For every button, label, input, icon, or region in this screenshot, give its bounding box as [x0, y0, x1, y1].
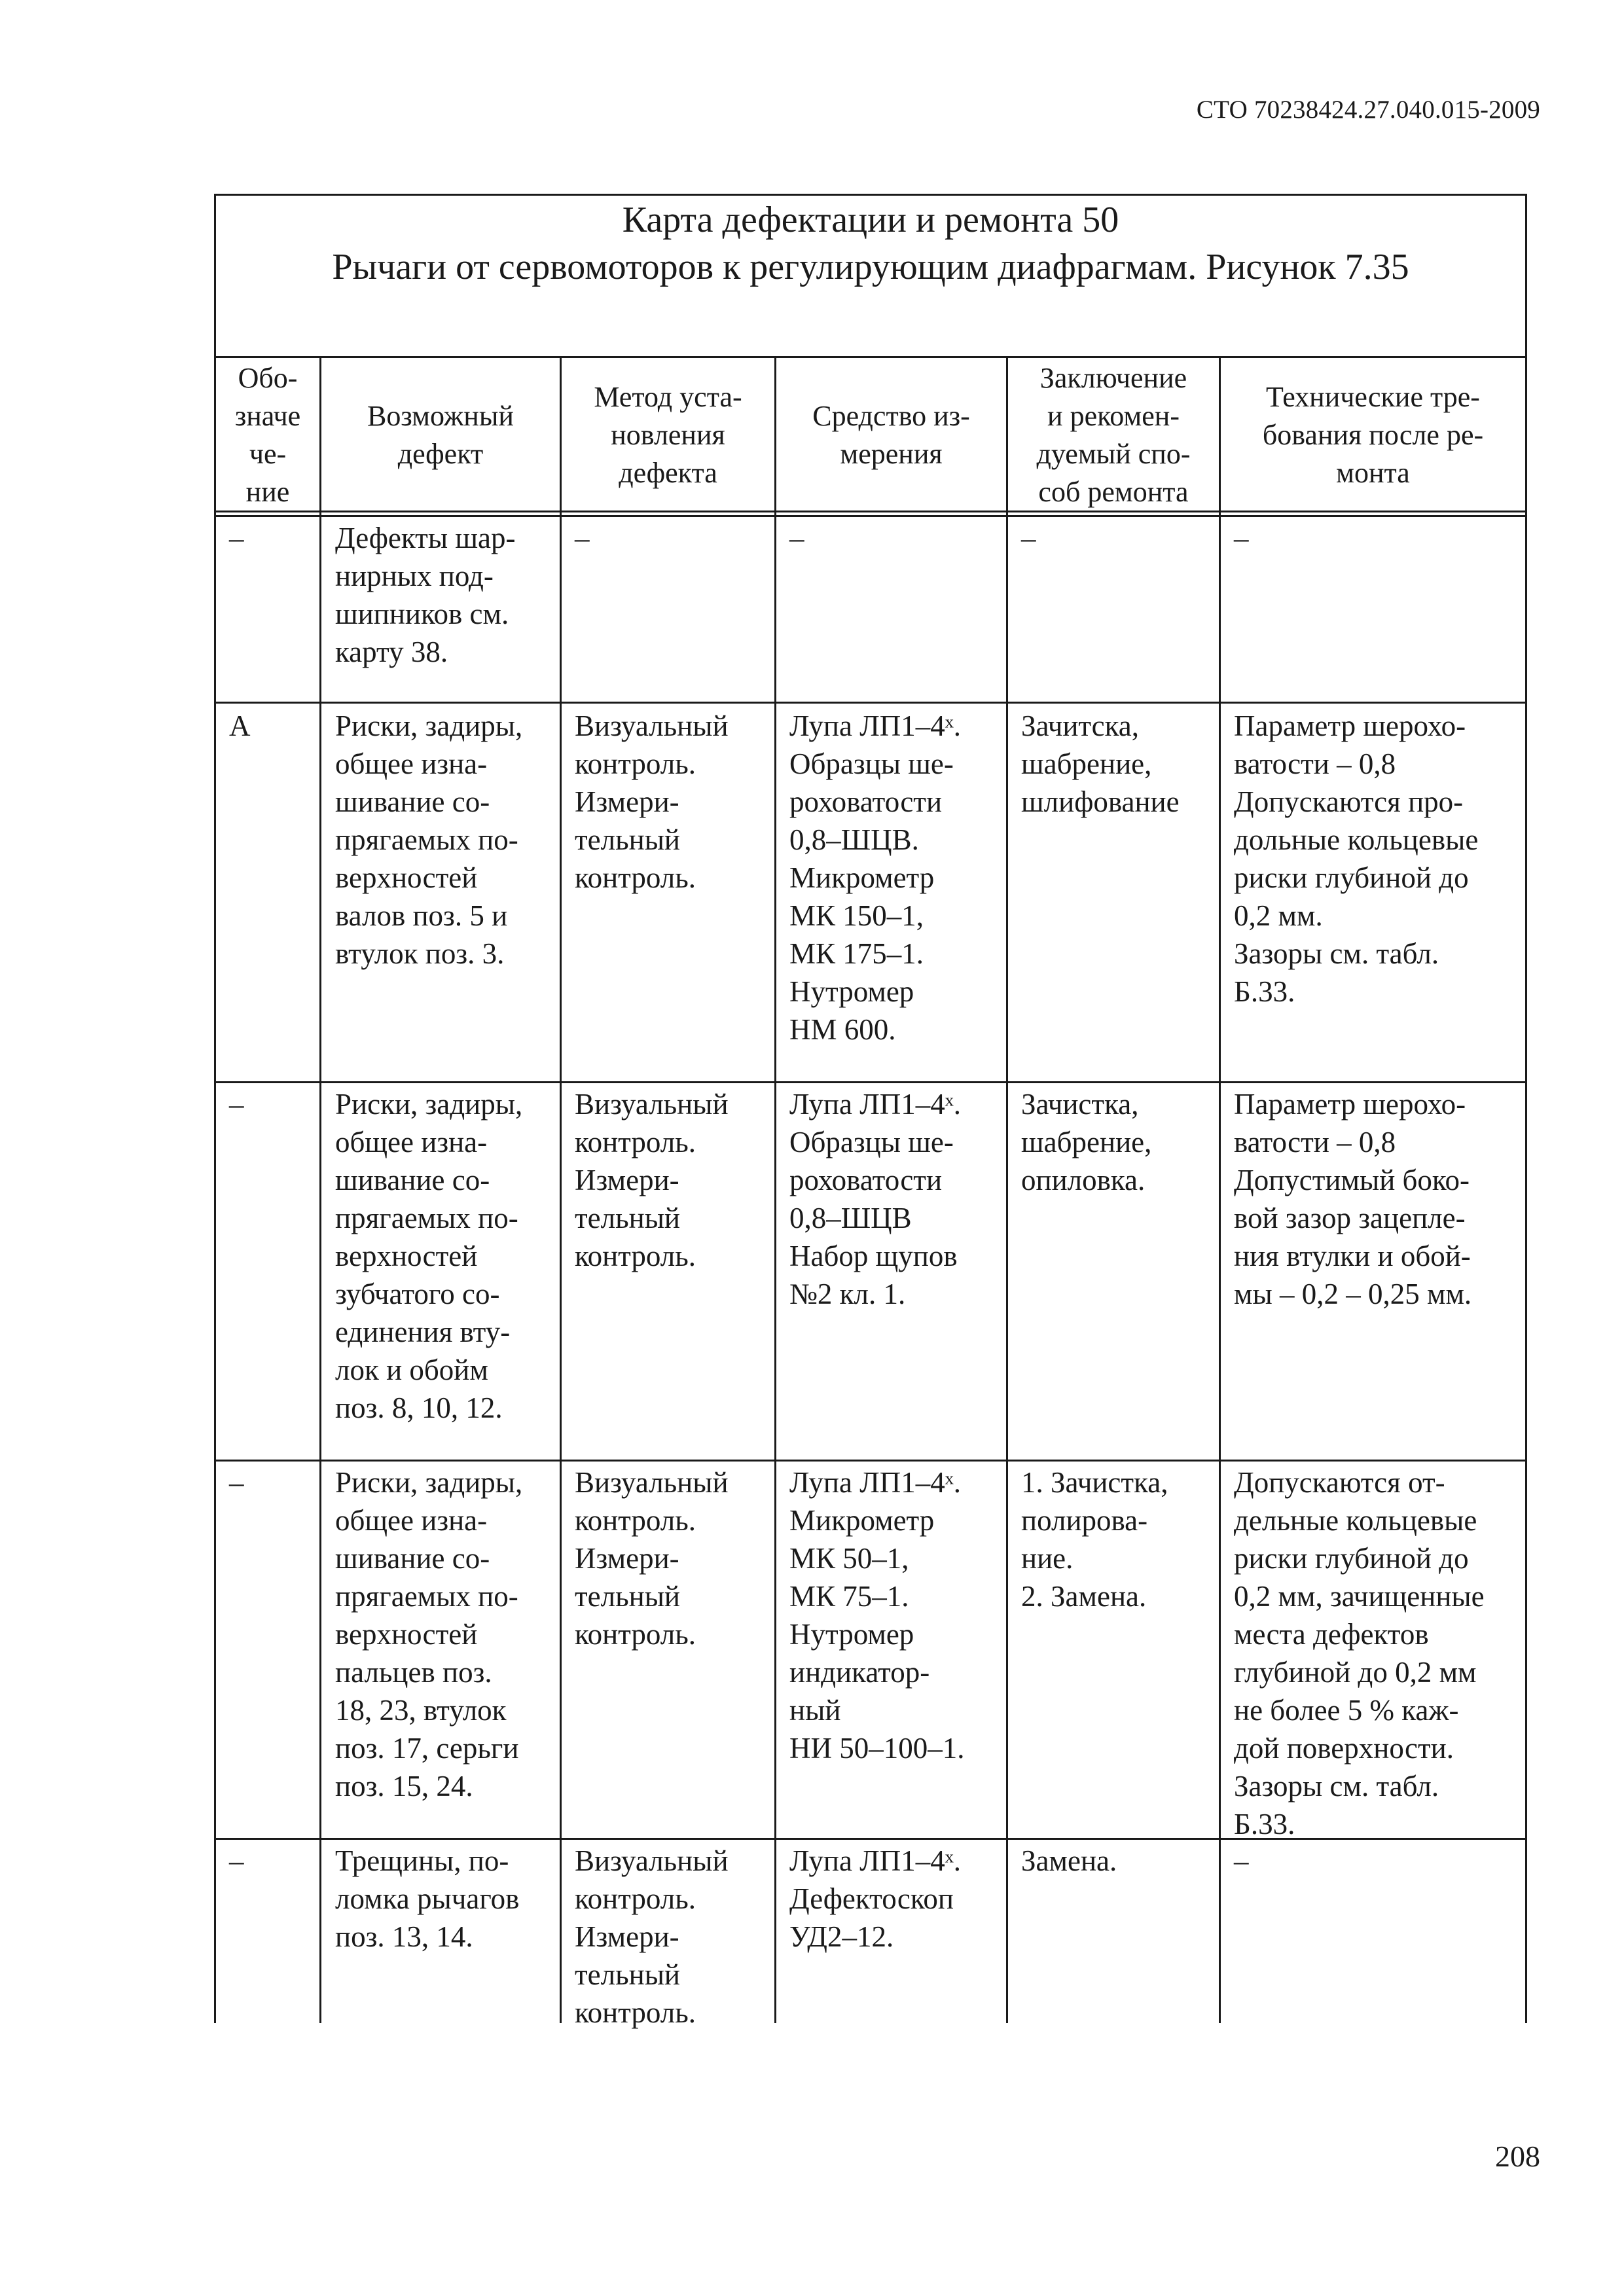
column-header-tool: Средство из- мерения	[812, 400, 970, 470]
column-divider	[319, 358, 321, 2023]
table-cell-designation: –	[229, 1844, 244, 1877]
table-cell-repair: Зачитска, шабрение, шлифование	[1021, 709, 1180, 818]
table-cell-tool: Лупа ЛП1–4ˣ. Дефектоскоп УД2–12.	[789, 1844, 961, 1953]
table-cell-requirements: –	[1234, 1844, 1249, 1877]
page-number: 208	[1495, 2140, 1540, 2173]
column-header-requirements: Технические тре- бования после ре- монта	[1262, 381, 1484, 489]
table-cell-requirements: Допускаются от- дельные кольцевые риски глубиной до 0,2 мм, зачищенные места дефектов глубиной до 0,2 мм не более 5 % каж- дой поверхности. Зазоры см. табл. Б.33.	[1234, 1466, 1485, 1840]
column-header-defect: Возможный дефект	[367, 400, 514, 470]
row-divider	[214, 1081, 1527, 1083]
table-cell-tool: –	[789, 522, 804, 554]
table-cell-designation: –	[229, 522, 244, 554]
column-divider	[1006, 358, 1008, 2023]
table-cell-designation: –	[229, 1088, 244, 1121]
column-header-designation: Обо- значе че- ние	[234, 362, 301, 508]
table-cell-defect: Риски, задиры, общее изна- шивание со- прягаемых по- верхностей пальцев поз. 18, 23, втулок поз. 17, серьги поз. 15, 24.	[335, 1466, 523, 1803]
table-cell-tool: Лупа ЛП1–4ˣ. Микрометр МК 50–1, МК 75–1. Нутромер индикатор- ный НИ 50–100–1.	[789, 1466, 965, 1765]
table-cell-method: Визуальный контроль. Измери- тельный контроль.	[575, 1466, 729, 1651]
table-cell-method: Визуальный контроль. Измери- тельный контроль.	[575, 1088, 729, 1272]
column-divider	[560, 358, 562, 2023]
column-divider	[774, 358, 776, 2023]
table-cell-repair: 1. Зачистка, полирова- ние. 2. Замена.	[1021, 1466, 1168, 1613]
document-code: СТО 70238424.27.040.015-2009	[1196, 96, 1540, 124]
table-cell-method: –	[575, 522, 590, 554]
column-divider	[1219, 358, 1221, 2023]
table-cell-repair: –	[1021, 522, 1036, 554]
card-title	[214, 194, 1527, 358]
table-cell-tool: Лупа ЛП1–4ˣ. Образцы ше- роховатости 0,8–ШЦВ Набор щупов №2 кл. 1.	[789, 1088, 961, 1310]
row-divider	[214, 702, 1527, 704]
table-cell-requirements: –	[1234, 522, 1249, 554]
table-cell-requirements: Параметр шерохо- ватости – 0,8 Допустимый боко- вой зазор зацепле- ния втулки и обой- мы – 0,2 – 0,25 мм.	[1234, 1088, 1472, 1310]
table-cell-defect: Дефекты шар- нирных под- шипников см. карту 38.	[335, 522, 516, 668]
table-cell-tool: Лупа ЛП1–4ˣ. Образцы ше- роховатости 0,8–ШЦВ. Микрометр МК 150–1, МК 175–1. Нутромер НМ 600.	[789, 709, 961, 1046]
column-header-repair: Заключение и рекомен- дуемый спо- соб ремонта	[1036, 362, 1191, 508]
table-cell-defect: Риски, задиры, общее изна- шивание со- прягаемых по- верхностей валов поз. 5 и втулок поз. 3.	[335, 709, 523, 970]
table-cell-designation: –	[229, 1466, 244, 1499]
table-cell-defect: Риски, задиры, общее изна- шивание со- прягаемых по- верхностей зубчатого со- единения вту- лок и обойм поз. 8, 10, 12.	[335, 1088, 523, 1424]
table-cell-designation: А	[229, 709, 251, 742]
table-cell-repair: Зачистка, шабрение, опиловка.	[1021, 1088, 1152, 1196]
card-title-line2: Рычаги от сервомоторов к регулирующим диафрагмам. Рисунок 7.35	[332, 247, 1409, 287]
row-divider	[214, 1460, 1527, 1462]
table-cell-method: Визуальный контроль. Измери- тельный контроль.	[575, 709, 729, 894]
table-cell-method: Визуальный контроль. Измери- тельный контроль.	[575, 1844, 729, 2029]
table-cell-repair: Замена.	[1021, 1844, 1117, 1877]
header-divider	[214, 515, 1527, 517]
table-cell-requirements: Параметр шерохо- ватости – 0,8 Допускаются про- дольные кольцевые риски глубиной до 0,2 мм. Зазоры см. табл. Б.33.	[1234, 709, 1479, 1008]
card-title-line1: Карта дефектации и ремонта 50	[622, 200, 1119, 240]
header-divider	[214, 511, 1527, 512]
column-header-method: Метод уста- новления дефекта	[594, 381, 742, 489]
table-cell-defect: Трещины, по- ломка рычагов поз. 13, 14.	[335, 1844, 520, 1953]
